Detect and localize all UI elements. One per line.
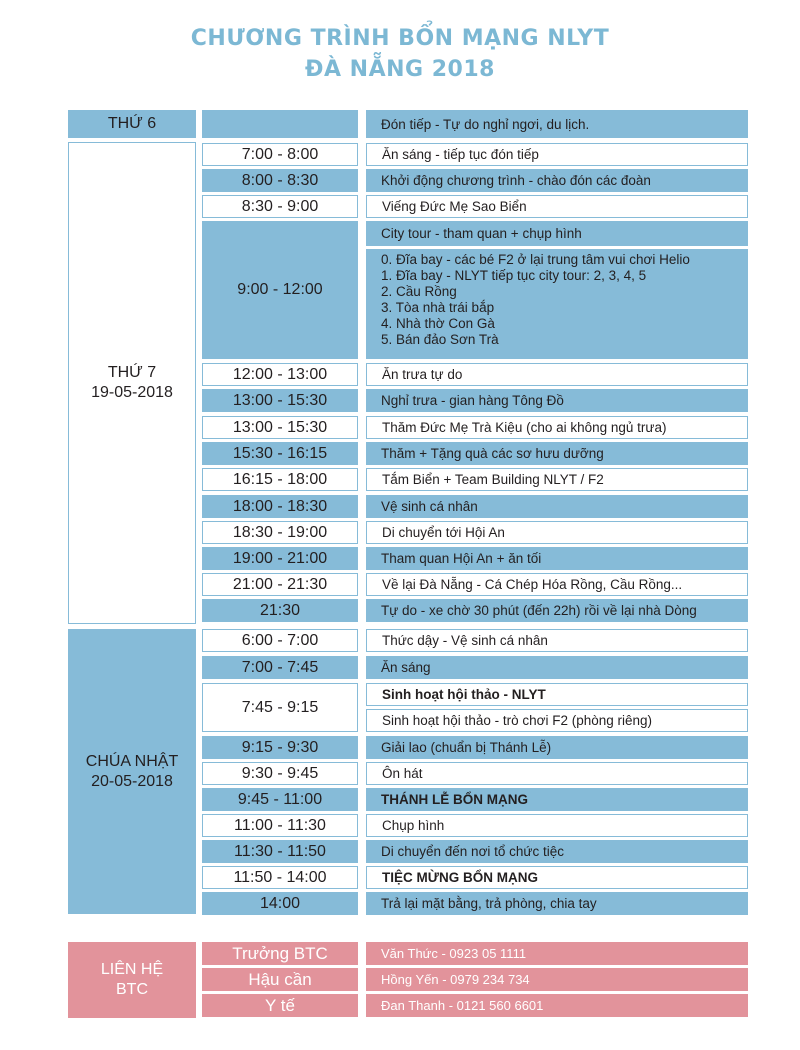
schedule-activity: Trả lại mặt bằng, trả phòng, chia tay	[366, 892, 748, 915]
schedule-time: 8:00 - 8:30	[202, 169, 358, 192]
schedule-activity: Chụp hình	[366, 814, 748, 837]
schedule-activity: Khởi động chương trình - chào đón các đoàn	[366, 169, 748, 192]
schedule-activity-secondary: Sinh hoạt hội thảo - trò chơi F2 (phòng riêng)	[366, 709, 748, 732]
contact-info: Hồng Yến - 0979 234 734	[366, 968, 748, 991]
page-subtitle: ĐÀ NẴNG 2018	[305, 57, 495, 82]
day-date: 19-05-2018	[91, 384, 173, 401]
schedule-activity: Ăn sáng	[366, 656, 748, 679]
schedule-time: 15:30 - 16:15	[202, 442, 358, 465]
time-friday	[202, 110, 358, 138]
schedule-time: 19:00 - 21:00	[202, 547, 358, 570]
schedule-activity: Di chuyển đến nơi tổ chức tiệc	[366, 840, 748, 863]
schedule-time: 21:30	[202, 599, 358, 622]
schedule-activity: Tham quan Hội An + ăn tối	[366, 547, 748, 570]
schedule-time: 16:15 - 18:00	[202, 468, 358, 491]
tour-stop: 1. Đĩa bay - NLYT tiếp tục city tour: 2, 3, 4, 5	[381, 268, 647, 283]
schedule-time: 9:45 - 11:00	[202, 788, 358, 811]
schedule-activity: Thăm Đức Mẹ Trà Kiệu (cho ai không ngủ trưa)	[366, 416, 748, 439]
schedule-activity: Vệ sinh cá nhân	[366, 495, 748, 518]
day-sunday	[68, 629, 196, 914]
schedule-time: 7:00 - 8:00	[202, 143, 358, 166]
schedule-activity: Thăm + Tặng quà các sơ hưu dưỡng	[366, 442, 748, 465]
schedule-time: 9:15 - 9:30	[202, 736, 358, 759]
schedule-time: 11:30 - 11:50	[202, 840, 358, 863]
day-name: THỨ 7	[107, 364, 157, 381]
schedule-time: 13:00 - 15:30	[202, 416, 358, 439]
schedule-activity: Viếng Đức Mẹ Sao Biển	[366, 195, 748, 218]
schedule-activity: Tắm Biển + Team Building NLYT / F2	[366, 468, 748, 491]
schedule-activity: Thức dậy - Vệ sinh cá nhân	[366, 629, 748, 652]
schedule-time: 11:00 - 11:30	[202, 814, 358, 837]
tour-stop: 3. Tòa nhà trái bắp	[381, 300, 495, 315]
tour-stop: 5. Bán đảo Sơn Trà	[381, 332, 499, 347]
day-friday	[68, 110, 196, 138]
activity-friday: Đón tiếp - Tự do nghỉ ngơi, du lịch.	[366, 110, 748, 138]
contact-label-line: LIÊN HỆ	[100, 961, 164, 978]
schedule-activity: Di chuyển tới Hội An	[366, 521, 748, 544]
city-tour-details	[366, 249, 748, 359]
tour-stop: 0. Đĩa bay - các bé F2 ở lại trung tâm vui chơi Helio	[381, 252, 690, 267]
schedule-activity: City tour - tham quan + chụp hình	[366, 221, 748, 246]
schedule-time: 18:30 - 19:00	[202, 521, 358, 544]
schedule-time: 13:00 - 15:30	[202, 389, 358, 412]
contact-label	[68, 942, 196, 1018]
schedule-time: 12:00 - 13:00	[202, 363, 358, 386]
contact-role: Hậu cần	[202, 968, 358, 991]
contact-label-line: BTC	[116, 981, 148, 998]
schedule-time: 8:30 - 9:00	[202, 195, 358, 218]
schedule-time: 9:00 - 12:00	[202, 221, 358, 359]
contact-info: Đan Thanh - 0121 560 6601	[366, 994, 748, 1017]
tour-stop: 4. Nhà thờ Con Gà	[381, 316, 495, 331]
schedule-activity: THÁNH LỄ BỔN MẠNG	[366, 788, 748, 811]
schedule-activity: Nghỉ trưa - gian hàng Tông Đồ	[366, 389, 748, 412]
schedule-time: 6:00 - 7:00	[202, 629, 358, 652]
schedule-activity: Sinh hoạt hội thảo - NLYT	[366, 683, 748, 706]
contact-role: Trưởng BTC	[202, 942, 358, 965]
schedule-activity: Tự do - xe chờ 30 phút (đến 22h) rồi về lại nhà Dòng	[366, 599, 748, 622]
schedule-activity: Về lại Đà Nẵng - Cá Chép Hóa Rồng, Cầu Rồng...	[366, 573, 748, 596]
schedule-time: 21:00 - 21:30	[202, 573, 358, 596]
schedule-time: 7:45 - 9:15	[202, 683, 358, 732]
contact-role: Y tế	[202, 994, 358, 1017]
contact-info: Văn Thức - 0923 05 1111	[366, 942, 748, 965]
schedule-time: 7:00 - 7:45	[202, 656, 358, 679]
schedule-time: 14:00	[202, 892, 358, 915]
schedule-time: 11:50 - 14:00	[202, 866, 358, 889]
day-label: THỨ 6	[107, 115, 157, 132]
schedule-activity: TIỆC MỪNG BỔN MẠNG	[366, 866, 748, 889]
day-saturday	[68, 142, 196, 624]
schedule-activity: Ăn sáng - tiếp tục đón tiếp	[366, 143, 748, 166]
schedule-activity: Giải lao (chuẩn bị Thánh Lễ)	[366, 736, 748, 759]
schedule-time: 9:30 - 9:45	[202, 762, 358, 785]
day-name: CHÚA NHẬT	[85, 752, 179, 770]
page-title: CHƯƠNG TRÌNH BỔN MẠNG NLYT	[190, 26, 610, 51]
schedule-time: 18:00 - 18:30	[202, 495, 358, 518]
day-date: 20-05-2018	[91, 772, 173, 790]
schedule-activity: Ăn trưa tự do	[366, 363, 748, 386]
schedule-activity: Ôn hát	[366, 762, 748, 785]
tour-stop: 2. Cầu Rồng	[381, 284, 457, 299]
